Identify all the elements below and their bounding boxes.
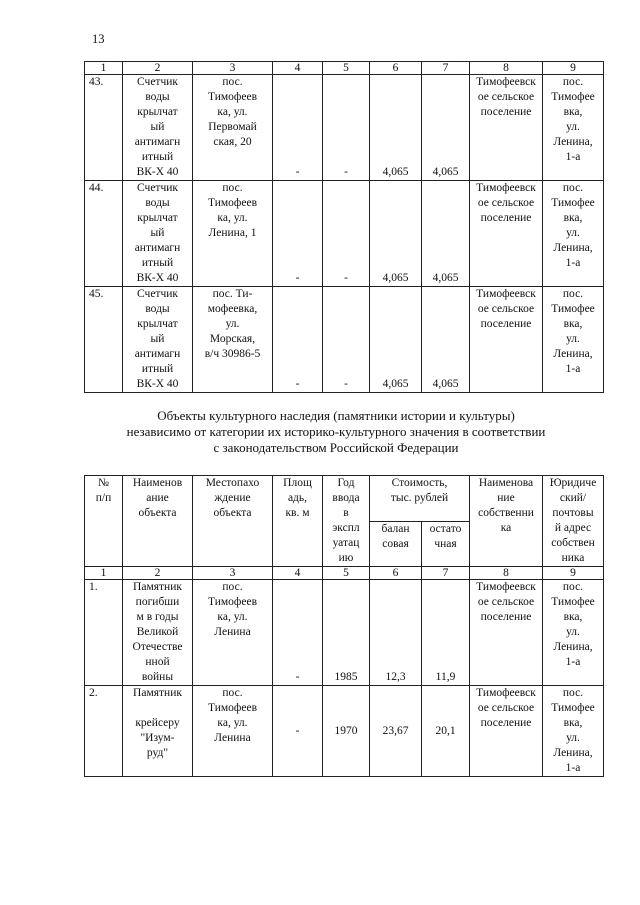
monument-balance-cost: 12,3 <box>370 580 422 686</box>
column-index: 7 <box>422 567 470 580</box>
header-area: Площ адь, кв. м <box>273 476 323 567</box>
header-year: Год ввода в экспл уатац ию <box>323 476 370 567</box>
asset-owner-address: пос. Тимофее вка, ул. Ленина, 1-а <box>543 75 604 181</box>
header-residual: остато чная <box>422 521 470 567</box>
column-index: 4 <box>273 567 323 580</box>
asset-address: пос. Ти- мофеевка, ул. Морская, в/ч 30986-5 <box>193 287 273 393</box>
column-index: 9 <box>543 567 604 580</box>
monument-residual-cost: 11,9 <box>422 580 470 686</box>
asset-name: Счетчик воды крылчат ый антимагн итный ВК-Х 40 <box>123 181 193 287</box>
asset-owner-address: пос. Тимофее вка, ул. Ленина, 1-а <box>543 287 604 393</box>
column-index: 5 <box>323 567 370 580</box>
row-number: 44. <box>85 181 123 287</box>
monument-name: Памятник погибши м в годы Великой Отечестве нной войны <box>123 580 193 686</box>
column-index: 1 <box>85 567 123 580</box>
column-index: 8 <box>470 62 543 75</box>
asset-residual-cost: 4,065 <box>422 75 470 181</box>
column-index: 9 <box>543 62 604 75</box>
monument-owner-address: пос. Тимофее вка, ул. Ленина, 1-а <box>543 580 604 686</box>
monument-area: - <box>273 580 323 686</box>
asset-area: - <box>273 181 323 287</box>
heading-line: Объекты культурного наследия (памятники истории и культуры) <box>157 408 515 423</box>
column-index: 3 <box>193 62 273 75</box>
monument-residual-cost: 20,1 <box>422 686 470 777</box>
column-index: 6 <box>370 62 422 75</box>
column-index: 8 <box>470 567 543 580</box>
monument-year: 1970 <box>323 686 370 777</box>
asset-balance-cost: 4,065 <box>370 75 422 181</box>
monument-year: 1985 <box>323 580 370 686</box>
header-balance: балан совая <box>370 521 422 567</box>
monument-owner-address: пос. Тимофее вка, ул. Ленина, 1-а <box>543 686 604 777</box>
monument-area: - <box>273 686 323 777</box>
column-index: 6 <box>370 567 422 580</box>
row-number: 43. <box>85 75 123 181</box>
table-row <box>85 580 604 686</box>
monument-owner: Тимофеевск ое сельское поселение <box>470 580 543 686</box>
column-index: 7 <box>422 62 470 75</box>
asset-residual-cost: 4,065 <box>422 287 470 393</box>
table-row <box>85 75 604 181</box>
asset-balance-cost: 4,065 <box>370 287 422 393</box>
column-index-row <box>85 567 604 580</box>
monument-location: пос. Тимофеев ка, ул. Ленина <box>193 580 273 686</box>
asset-owner-address: пос. Тимофее вка, ул. Ленина, 1-а <box>543 181 604 287</box>
header-name: Наименов ание объекта <box>123 476 193 567</box>
header-num: № п/п <box>85 476 123 567</box>
column-index: 2 <box>123 567 193 580</box>
column-index: 2 <box>123 62 193 75</box>
asset-name: Счетчик воды крылчат ый антимагн итный ВК-Х 40 <box>123 287 193 393</box>
monument-owner: Тимофеевск ое сельское поселение <box>470 686 543 777</box>
column-index: 3 <box>193 567 273 580</box>
asset-balance-cost: 4,065 <box>370 181 422 287</box>
cultural-heritage-table <box>84 475 604 777</box>
header-owner-address: Юридиче ский/ почтовы й адрес собствен ника <box>543 476 604 567</box>
asset-name: Счетчик воды крылчат ый антимагн итный ВК-Х 40 <box>123 75 193 181</box>
header-owner: Наименова ние собственни ка <box>470 476 543 567</box>
header-cost: Стоимость, тыс. рублей <box>370 476 470 522</box>
monument-location: пос. Тимофеев ка, ул. Ленина <box>193 686 273 777</box>
column-index: 1 <box>85 62 123 75</box>
asset-owner: Тимофеевск ое сельское поселение <box>470 181 543 287</box>
page-number: 13 <box>92 32 105 46</box>
column-index: 4 <box>273 62 323 75</box>
monument-balance-cost: 23,67 <box>370 686 422 777</box>
asset-year: - <box>323 181 370 287</box>
row-number: 1. <box>85 580 123 686</box>
section-heading <box>84 408 588 456</box>
column-index-row <box>85 62 604 75</box>
heading-line: с законодательством Российской Федерации <box>213 440 459 455</box>
asset-year: - <box>323 287 370 393</box>
row-number: 2. <box>85 686 123 777</box>
header-location: Местопахо ждение объекта <box>193 476 273 567</box>
asset-area: - <box>273 287 323 393</box>
column-index: 5 <box>323 62 370 75</box>
asset-owner: Тимофеевск ое сельское поселение <box>470 287 543 393</box>
asset-owner: Тимофеевск ое сельское поселение <box>470 75 543 181</box>
asset-address: пос. Тимофеев ка, ул. Первомай ская, 20 <box>193 75 273 181</box>
monument-name: Памятник крейсеру "Изум- руд" <box>123 686 193 777</box>
row-number: 45. <box>85 287 123 393</box>
table-row <box>85 181 604 287</box>
header-row <box>85 476 604 522</box>
table-row <box>85 287 604 393</box>
asset-residual-cost: 4,065 <box>422 181 470 287</box>
asset-address: пос. Тимофеев ка, ул. Ленина, 1 <box>193 181 273 287</box>
heading-line: независимо от категории их историко-культурного значения в соответствии <box>126 424 546 439</box>
assets-table <box>84 61 604 393</box>
asset-area: - <box>273 75 323 181</box>
asset-year: - <box>323 75 370 181</box>
table-row <box>85 686 604 777</box>
